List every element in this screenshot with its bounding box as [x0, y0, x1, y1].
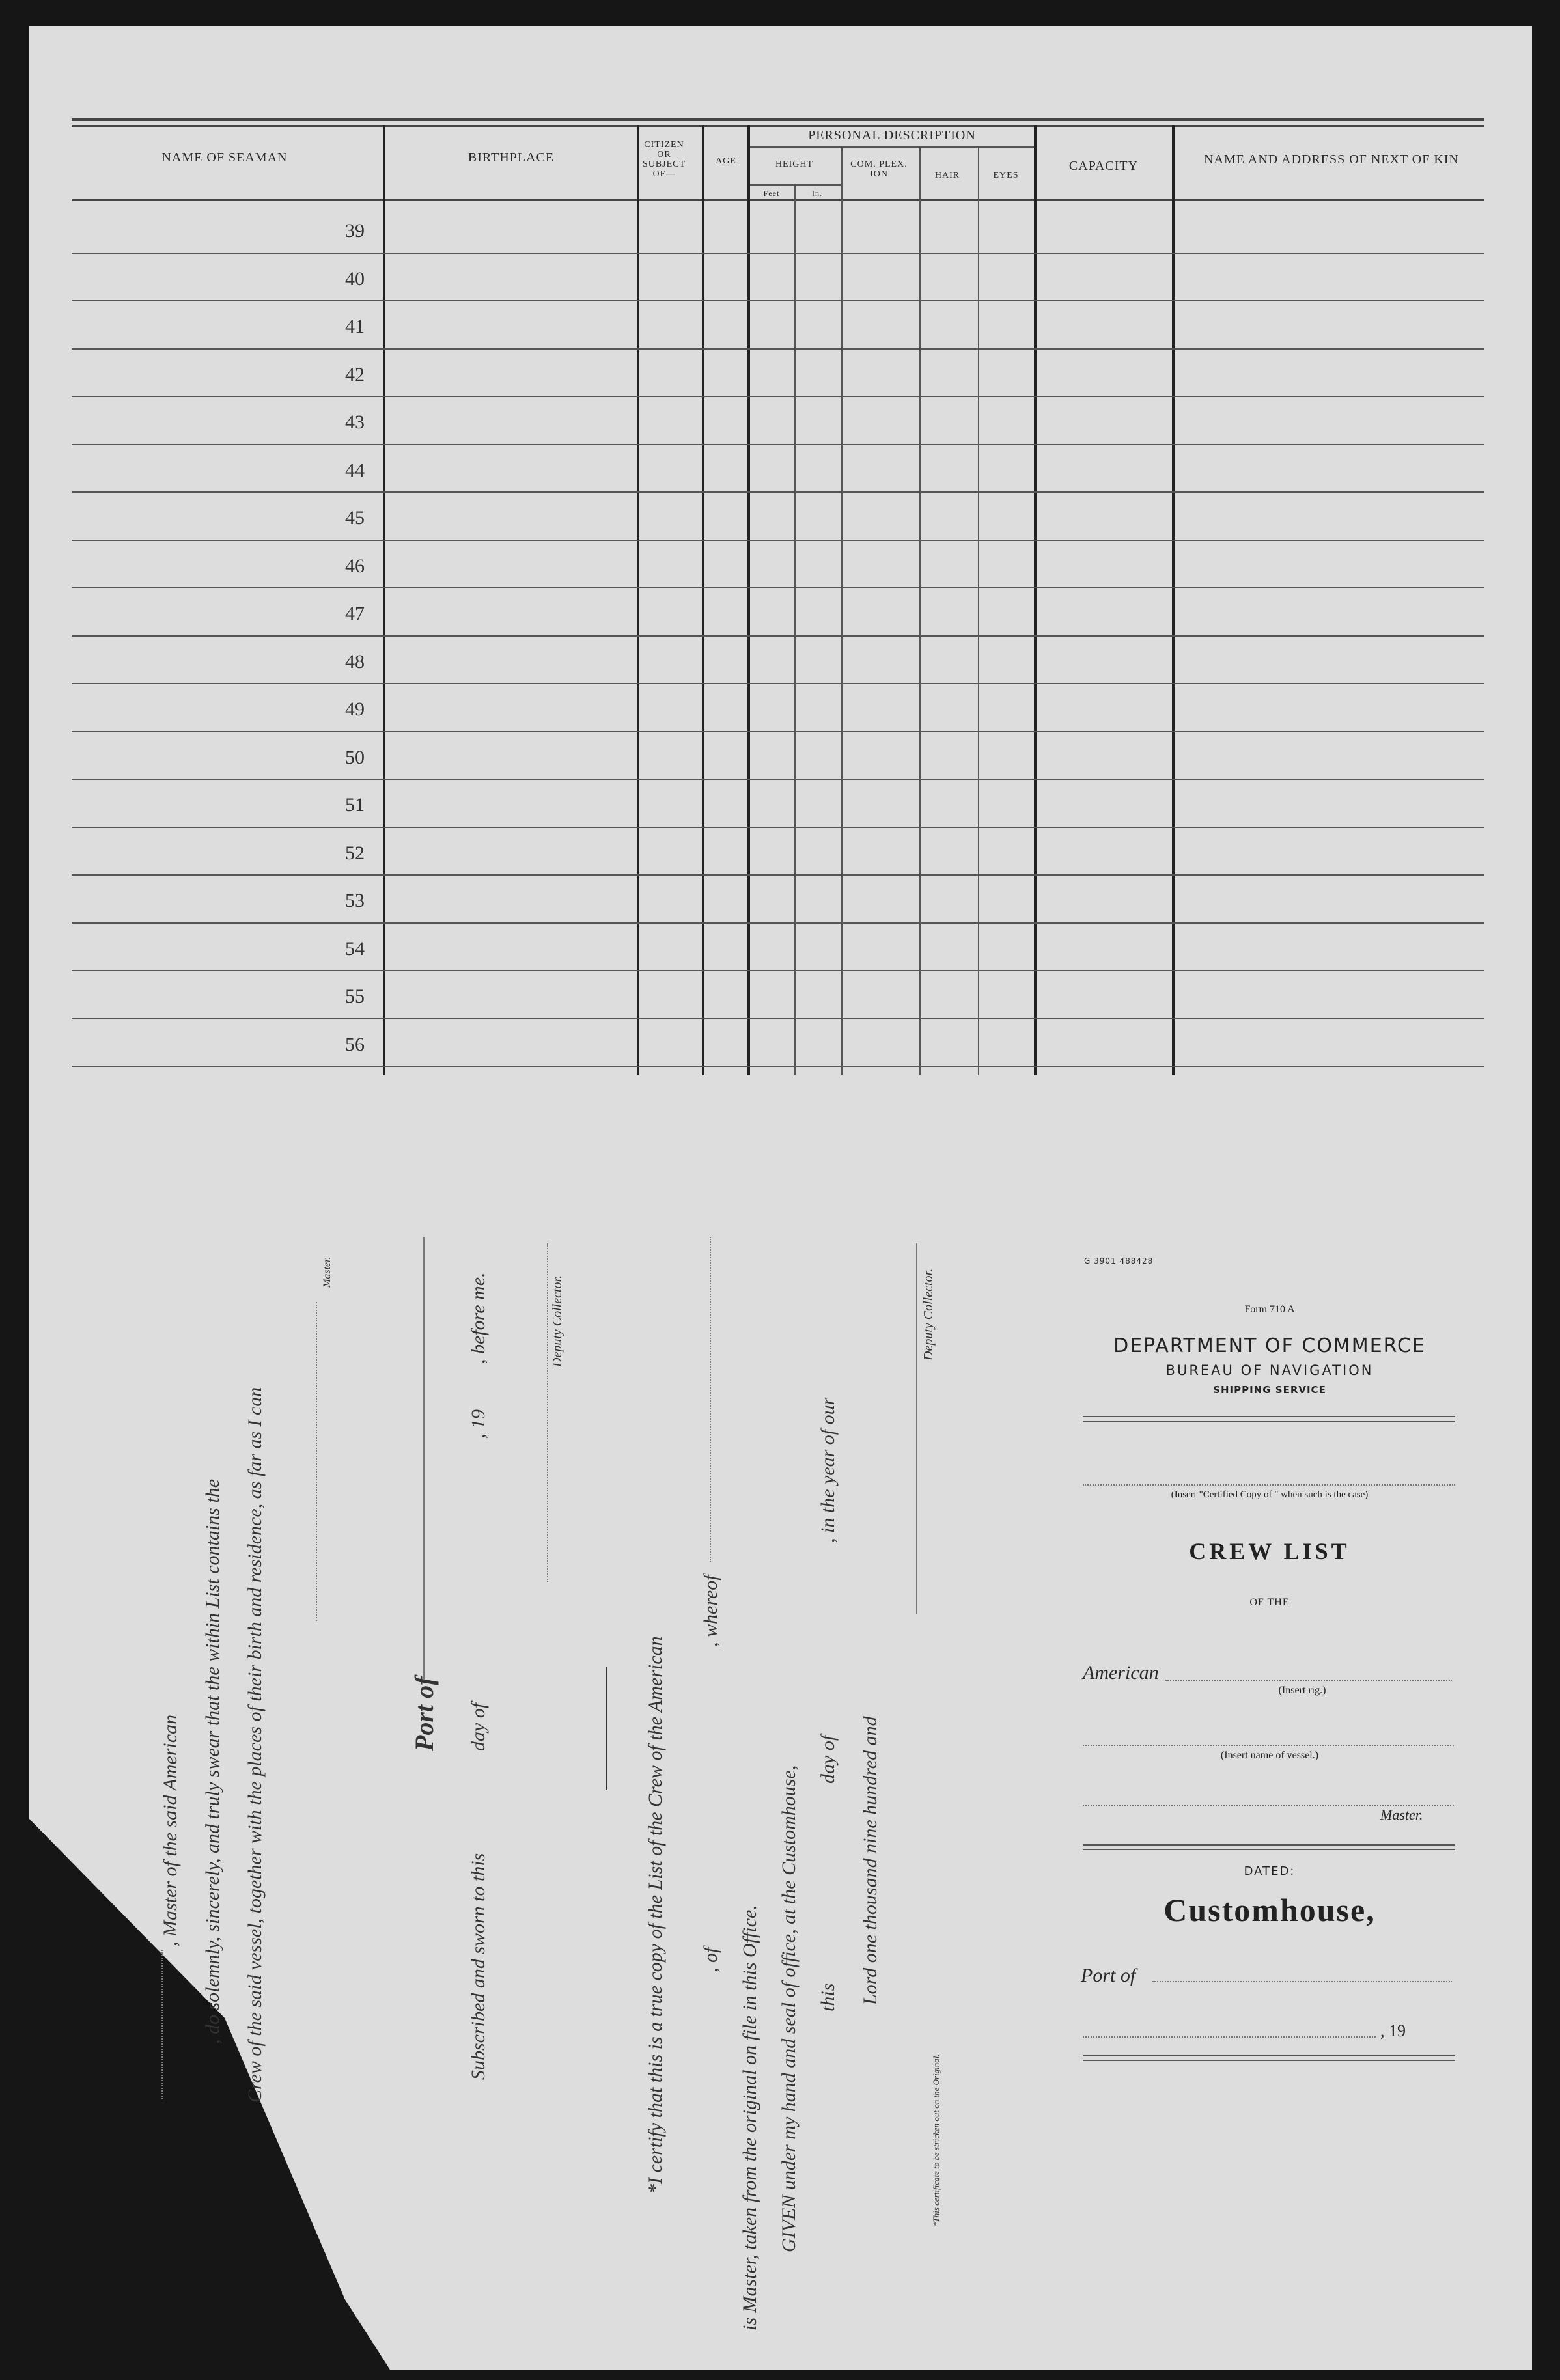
- sworn-day: day of: [467, 1702, 489, 1751]
- col-hair: HAIR: [934, 171, 960, 180]
- insert-certified: (Insert "Certified Copy of " when such is the case): [1171, 1489, 1369, 1500]
- row-rule: [72, 970, 1484, 971]
- row-rule: [72, 779, 1484, 780]
- oath-line-2: , do solemnly, sincerely, and truly swear that the within List contains the: [202, 1478, 223, 2044]
- cert-collector-line: [916, 1243, 917, 1614]
- col-capacity: CAPACITY: [1068, 159, 1139, 173]
- row-number: 41: [345, 316, 365, 337]
- row-rule: [72, 827, 1484, 828]
- cert-line-2: is Master, taken from the original on file in this Office.: [739, 1905, 760, 2331]
- row-number: 55: [345, 986, 365, 1007]
- col-divider: [383, 125, 385, 1075]
- row-rule: [72, 874, 1484, 876]
- row-rule: [72, 444, 1484, 445]
- cert-footnote: *This certificate to be stricken out on the Original.: [931, 2054, 941, 2226]
- col-name-of-seaman: NAME OF SEAMAN: [161, 150, 288, 165]
- oath-blank-1: [161, 1950, 163, 2099]
- col-divider: [794, 184, 796, 1075]
- row-number: 45: [345, 507, 365, 529]
- insert-name: (Insert name of vessel.): [1220, 1750, 1319, 1761]
- customhouse: Customhouse,: [1163, 1892, 1376, 1928]
- certified-blank: [1083, 1484, 1455, 1486]
- row-rule: [72, 491, 1484, 493]
- master-label: Master.: [322, 1256, 333, 1288]
- cert-year-of: , in the year of our: [817, 1397, 839, 1543]
- col-divider: [978, 146, 979, 1075]
- col-birthplace: BIRTHPLACE: [467, 150, 555, 165]
- row-number: 52: [345, 842, 365, 864]
- form-rule: [1083, 1416, 1455, 1417]
- row-number: 47: [345, 603, 365, 624]
- sworn-before: , before me.: [467, 1272, 489, 1364]
- header-bottom-rule: [72, 199, 1484, 201]
- table-top-rule-2: [72, 125, 1484, 127]
- department: DEPARTMENT OF COMMERCE: [1113, 1335, 1426, 1357]
- cert-this: this: [817, 1983, 839, 2012]
- oath-line-3: Crew of the said vessel, together with the places of their birth and residence, as far as I can: [244, 1387, 266, 2103]
- rig-blank: [1165, 1680, 1452, 1681]
- row-number: 54: [345, 937, 365, 960]
- sworn-year: , 19: [467, 1409, 489, 1439]
- oath-line-1: , Master of the said American: [160, 1714, 181, 1946]
- col-divider: [747, 125, 750, 1075]
- row-number: 51: [345, 794, 365, 816]
- cert-day-of: day of: [817, 1735, 839, 1784]
- cert-collector: Deputy Collector.: [921, 1268, 936, 1361]
- form-number: Form 710 A: [1244, 1304, 1295, 1315]
- row-number: 43: [345, 411, 365, 433]
- col-personal-description: PERSONAL DESCRIPTION: [808, 128, 976, 143]
- form-rule: [1083, 1849, 1455, 1850]
- col-divider: [841, 146, 843, 1075]
- row-number: 42: [345, 363, 365, 385]
- pd-rule: [750, 146, 1034, 148]
- row-number: 56: [345, 1033, 365, 1055]
- col-divider: [1034, 125, 1037, 1075]
- cert-vessel-blank: [710, 1237, 711, 1562]
- row-number: 48: [345, 650, 365, 672]
- year-label: , 19: [1380, 2021, 1406, 2040]
- sworn-collector: Deputy Collector.: [550, 1275, 564, 1367]
- sworn-line: Subscribed and sworn to this: [467, 1853, 489, 2080]
- row-rule: [72, 587, 1484, 588]
- cert-of: , of: [700, 1947, 721, 1972]
- form-rule: [1083, 1844, 1455, 1846]
- master-label-right: Master.: [1380, 1806, 1423, 1823]
- row-number: 49: [345, 699, 365, 720]
- form-code: G 3901 488428: [1084, 1256, 1154, 1266]
- of-the: OF THE: [1249, 1597, 1290, 1608]
- row-number: 46: [345, 555, 365, 577]
- sworn-port: Port of: [410, 1676, 439, 1751]
- row-number: 50: [345, 746, 365, 768]
- row-rule: [72, 348, 1484, 350]
- row-rule: [72, 540, 1484, 541]
- col-height: HEIGHT: [775, 159, 814, 169]
- row-rule: [72, 300, 1484, 301]
- cert-line-1: *I certify that this is a true copy of the List of the Crew of the American: [645, 1636, 666, 2194]
- port-blank-right: [1152, 1981, 1452, 1982]
- row-rule: [72, 731, 1484, 732]
- master-blank: [1083, 1805, 1454, 1806]
- dated-label: DATED:: [1244, 1864, 1296, 1878]
- cert-line-3: GIVEN under my hand and seal of office, at the Customhouse,: [778, 1765, 800, 2252]
- col-age: AGE: [716, 156, 736, 166]
- divider-bar: [606, 1667, 607, 1790]
- date-blank: [1083, 2036, 1376, 2038]
- col-eyes: EYES: [993, 171, 1019, 180]
- row-rule: [72, 1018, 1484, 1019]
- row-number: 44: [345, 459, 365, 481]
- cert-line-4: Lord one thousand nine hundred and: [859, 1716, 881, 2005]
- col-divider: [702, 125, 704, 1075]
- american-label: American: [1083, 1662, 1159, 1683]
- col-feet: Feet: [763, 189, 780, 198]
- row-rule: [72, 922, 1484, 924]
- form-rule: [1083, 1421, 1455, 1422]
- col-complexion: COM. PLEX. ION: [850, 159, 908, 179]
- bureau: BUREAU OF NAVIGATION: [1165, 1363, 1374, 1378]
- col-citizen: CITIZEN OR SUBJECT OF—: [642, 140, 686, 179]
- row-rule: [72, 396, 1484, 397]
- col-divider: [1172, 125, 1175, 1075]
- col-inches: In.: [812, 189, 822, 198]
- cert-whereof: , whereof: [700, 1575, 721, 1647]
- col-next-of-kin: NAME AND ADDRESS OF NEXT OF KIN: [1204, 152, 1459, 167]
- row-number: 53: [345, 890, 365, 911]
- insert-rig: (Insert rig.): [1278, 1685, 1326, 1696]
- collector-signature-line: [547, 1243, 548, 1582]
- port-blank: [423, 1237, 425, 1680]
- row-rule: [72, 635, 1484, 637]
- vessel-blank: [1083, 1745, 1454, 1746]
- master-signature-line: [316, 1302, 317, 1621]
- col-divider: [637, 125, 639, 1075]
- service: SHIPPING SERVICE: [1213, 1384, 1326, 1396]
- row-number: 39: [345, 220, 365, 242]
- crew-list-title: CREW LIST: [1189, 1538, 1350, 1564]
- port-of-label: Port of: [1081, 1965, 1136, 1986]
- row-rule: [72, 1066, 1484, 1067]
- col-divider: [919, 146, 921, 1075]
- form-rule: [1083, 2055, 1455, 2056]
- form-rule: [1083, 2060, 1455, 2061]
- row-rule: [72, 683, 1484, 684]
- row-number: 40: [345, 268, 365, 290]
- height-rule: [750, 184, 841, 186]
- row-rule: [72, 253, 1484, 254]
- table-top-rule: [72, 118, 1484, 121]
